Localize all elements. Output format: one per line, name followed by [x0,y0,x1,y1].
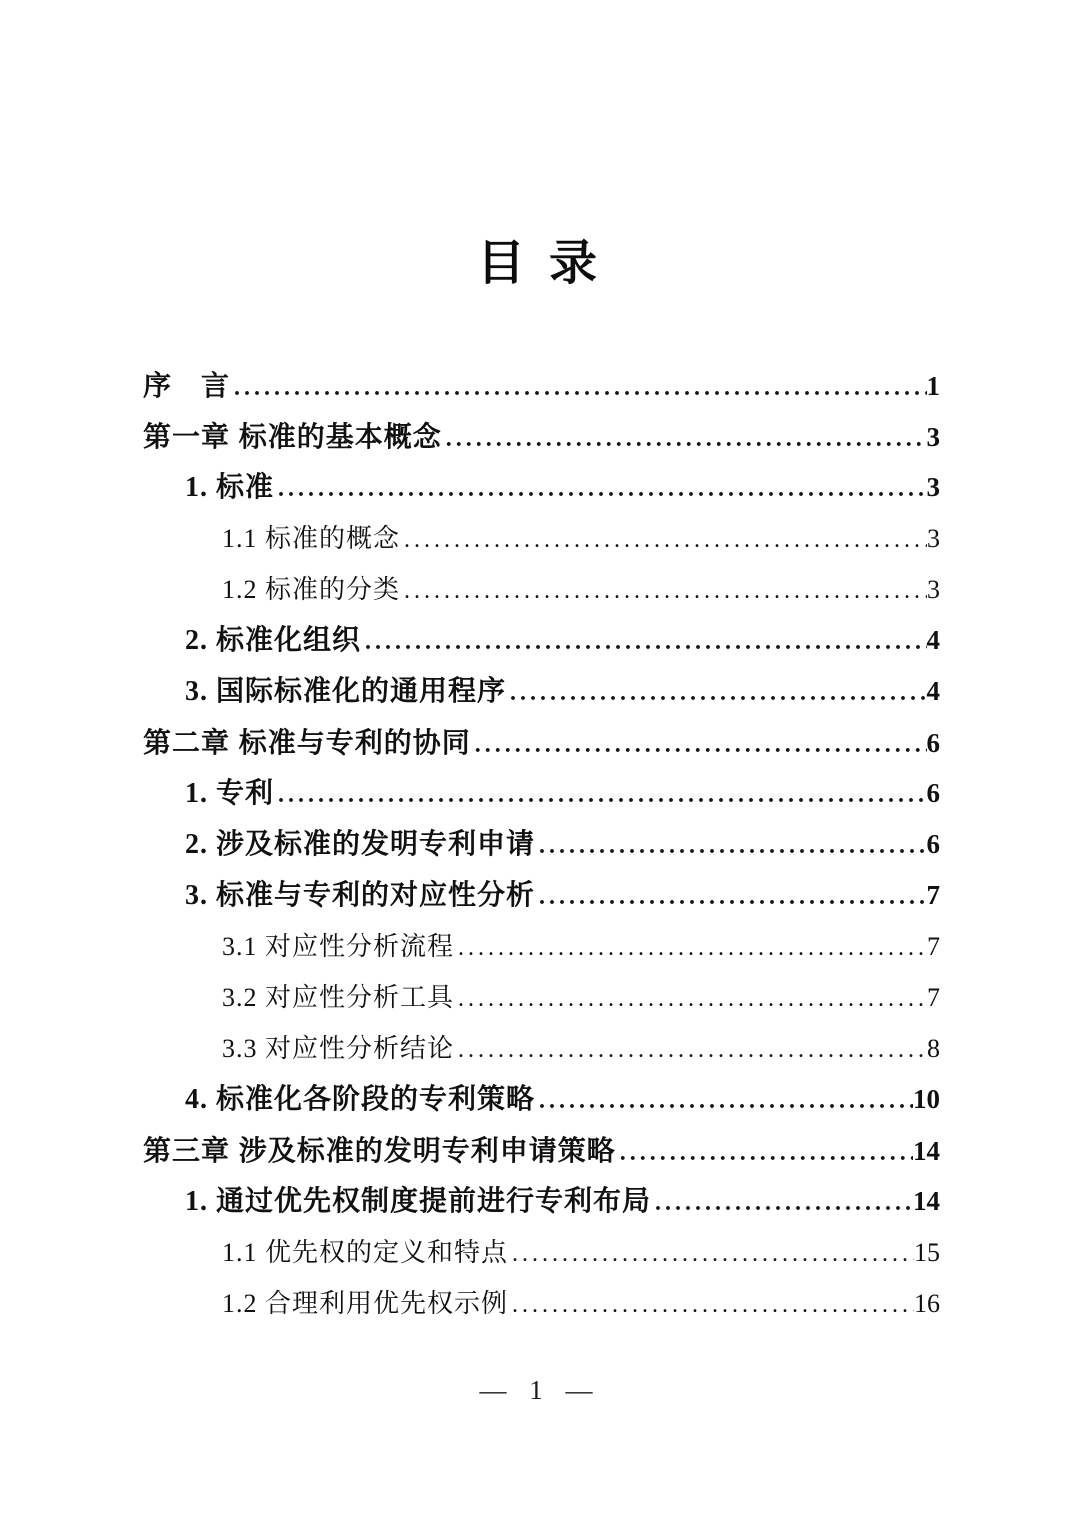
toc-entry [143,1227,940,1278]
toc-leader-dots [400,515,927,566]
toc-entry-label: 2. 涉及标准的发明专利申请 [185,829,536,860]
toc-entry-page: 4 [926,625,940,655]
toc-entry-page: 3 [927,575,940,604]
toc-entry-label: 1. 专利 [185,778,275,809]
toc-entry-label: 3.3 对应性分析结论 [222,1034,455,1063]
toc-entry-label: 4. 标准化各阶段的专利策略 [185,1084,536,1115]
toc-leader-dots [535,872,926,923]
toc-entry [143,819,940,870]
toc-entry [143,768,940,819]
toc-leader-dots [508,1229,914,1280]
table-of-contents [143,360,940,1329]
toc-leader-dots [471,720,927,771]
toc-leader-dots [506,668,926,719]
toc-entry [143,1176,940,1227]
toc-leader-dots [230,363,926,414]
toc-entry-label: 2. 标准化组织 [185,625,362,656]
toc-entry-label: 3. 标准与专利的对应性分析 [185,880,536,911]
toc-entry-page: 8 [927,1034,940,1063]
toc-entry-page: 15 [914,1238,940,1267]
toc-leader-dots [400,566,927,617]
toc-entry-label: 第二章 标准与专利的协同 [143,727,471,758]
toc-entry [143,564,940,615]
toc-entry-page: 1 [926,371,940,401]
toc-entry-page: 6 [926,829,940,859]
toc-leader-dots [361,617,926,668]
toc-leader-dots [616,1128,913,1179]
toc-entry-label: 1.1 标准的概念 [222,524,401,553]
toc-entry-page: 4 [926,676,940,706]
toc-entry [143,972,940,1023]
toc-entry [143,1074,940,1125]
toc-entry [143,921,940,972]
toc-entry-label: 1.2 标准的分类 [222,575,401,604]
toc-leader-dots [274,770,926,821]
toc-entry-label: 1. 通过优先权制度提前进行专利布局 [185,1186,652,1217]
toc-entry-label: 3.1 对应性分析流程 [222,932,455,961]
toc-entry [143,870,940,921]
toc-entry [143,1278,940,1329]
toc-leader-dots [535,1076,913,1127]
toc-entry [143,513,940,564]
toc-leader-dots [535,821,926,872]
toc-entry-page: 14 [913,1136,940,1166]
toc-entry-page: 6 [926,778,940,808]
toc-entry-page: 14 [913,1186,940,1216]
toc-leader-dots [454,1025,927,1076]
toc-entry [143,462,940,513]
toc-entry-page: 16 [914,1289,940,1318]
toc-entry-label: 1.2 合理利用优先权示例 [222,1289,509,1318]
toc-entry-page: 7 [927,983,940,1012]
toc-leader-dots [274,464,926,515]
toc-leader-dots [508,1280,914,1331]
toc-entry [143,717,940,768]
toc-leader-dots [651,1178,913,1229]
toc-entry-page: 3 [927,524,940,553]
toc-entry [143,666,940,717]
toc-entry-label: 第三章 涉及标准的发明专利申请策略 [143,1135,616,1166]
toc-entry-label: 序 言 [143,370,231,401]
toc-entry-label: 第一章 标准的基本概念 [143,421,442,452]
toc-entry [143,1023,940,1074]
toc-leader-dots [442,414,927,465]
page-number-footer: — 1 — [479,1375,601,1405]
toc-entry-label: 1.1 优先权的定义和特点 [222,1238,509,1267]
toc-leader-dots [454,974,927,1025]
toc-entry-page: 7 [926,880,940,910]
toc-entry [143,411,940,462]
toc-entry-page: 10 [913,1084,940,1114]
toc-leader-dots [454,923,927,974]
toc-entry-label: 1. 标准 [185,472,275,503]
page-title: 目 录 [476,237,603,290]
toc-entry [143,615,940,666]
toc-entry-page: 7 [927,932,940,961]
toc-entry-label: 3.2 对应性分析工具 [222,983,455,1012]
toc-entry-label: 3. 国际标准化的通用程序 [185,676,507,707]
toc-entry-page: 6 [926,728,940,758]
toc-entry-page: 3 [926,422,940,452]
toc-entry [143,1125,940,1176]
toc-entry [143,360,940,411]
toc-entry-page: 3 [926,472,940,502]
